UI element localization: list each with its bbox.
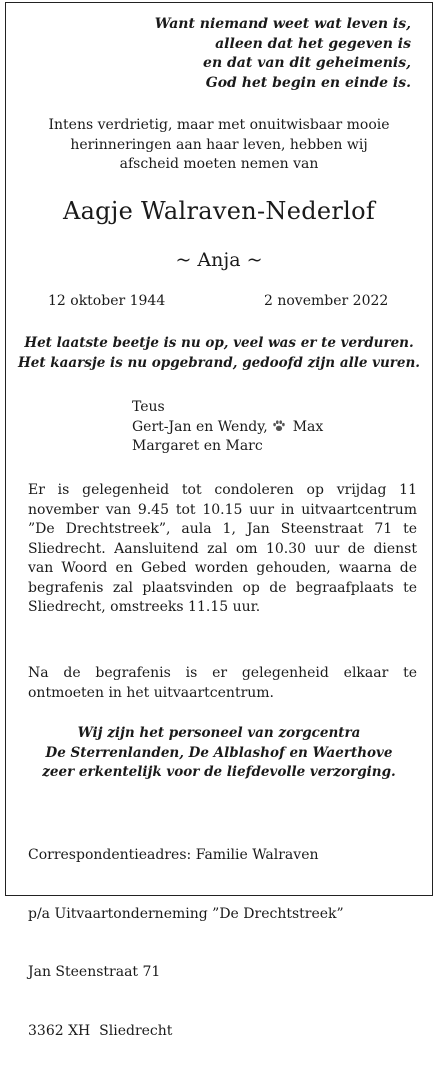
pet-name: Max bbox=[292, 418, 324, 435]
address-line: Correspondentieadres: Familie Walraven bbox=[28, 847, 319, 863]
family-list bbox=[132, 398, 323, 457]
birth-date: 12 oktober 1944 bbox=[48, 293, 166, 309]
thanks-line: Wij zijn het personeel van zorgcentra bbox=[77, 725, 361, 741]
address-line: 3362 XH Sliedrecht bbox=[28, 1022, 173, 1039]
intro-line: afscheid moeten nemen van bbox=[119, 156, 319, 172]
family-member: Teus bbox=[132, 399, 165, 415]
poem-line: God het begin en einde is. bbox=[205, 74, 411, 91]
intro-line: herinneringen aan haar leven, hebben wij bbox=[70, 136, 368, 153]
ceremony-notice: Er is gelegenheid tot condoleren op vrijdag 11 november van 9.45 tot 10.15 uur in uitvaartcentrum ”De Drechtstreek”, aula 1, Jan Steenstraat 71 te Sliedrecht. Aansluitend zal om 10.30 uur de dienst van Woord en Gebed worden gehouden, waarna de begrafenis zal plaatsvinden op de begraafplaats te Sliedrecht, omstreeks 11.15 uur. bbox=[28, 482, 417, 615]
deceased-nickname: ~ Anja ~ bbox=[175, 249, 263, 271]
thanks-line: De Sterrenlanden, De Alblashof en Waerthove bbox=[45, 744, 393, 761]
verse-line: Het kaarsje is nu opgebrand, gedoofd zijn alle vuren. bbox=[18, 354, 420, 371]
address-line: p/a Uitvaartonderneming ”De Drechtstreek” bbox=[28, 905, 344, 922]
death-date: 2 november 2022 bbox=[264, 293, 389, 309]
death-notice bbox=[5, 2, 433, 1039]
family-member bbox=[132, 418, 323, 438]
family-member-names: Gert-Jan en Wendy, bbox=[132, 418, 268, 435]
verse-line: Het laatste beetje is nu op, veel was er te verduren. bbox=[24, 335, 414, 351]
intro-line: Intens verdrietig, maar met onuitwisbaar mooie bbox=[48, 117, 390, 133]
verse bbox=[6, 334, 432, 373]
family-member: Margaret en Marc bbox=[132, 438, 263, 454]
poem bbox=[155, 15, 411, 93]
poem-line: en dat van dit geheimenis, bbox=[203, 55, 411, 71]
correspondence-address bbox=[28, 807, 344, 1080]
intro-text bbox=[6, 116, 432, 175]
paw-print-icon bbox=[272, 419, 286, 433]
poem-line: alleen dat het gegeven is bbox=[215, 35, 411, 52]
thanks-text bbox=[6, 724, 432, 783]
address-line: Jan Steenstraat 71 bbox=[28, 964, 161, 980]
gathering-notice: Na de begrafenis is er gelegenheid elkaar te ontmoeten in het uitvaartcentrum. bbox=[28, 665, 417, 701]
thanks-line: zeer erkentelijk voor de liefdevolle verzorging. bbox=[42, 764, 396, 780]
poem-line: Want niemand weet wat leven is, bbox=[154, 16, 411, 32]
deceased-name: Aagje Walraven-Nederlof bbox=[62, 197, 376, 225]
